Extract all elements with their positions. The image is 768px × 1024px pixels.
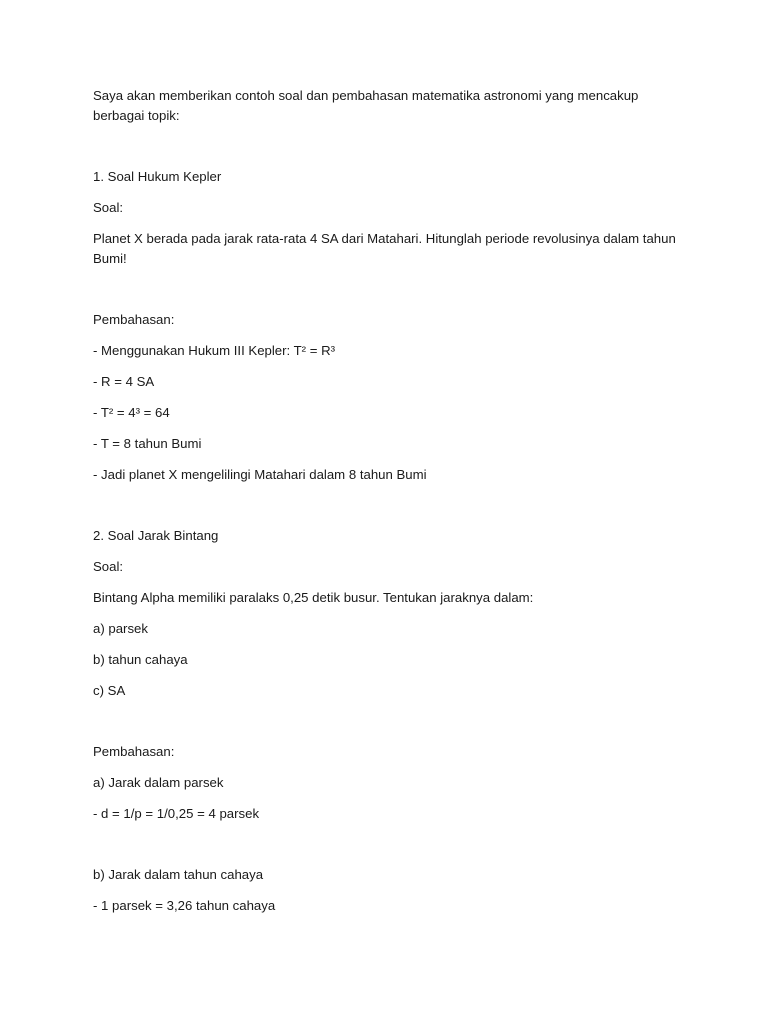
section-1-question: Planet X berada pada jarak rata-rata 4 SA dari Matahari. Hitunglah periode revolusinya dalam tahun Bumi! (93, 231, 676, 266)
section-2-heading: 2. Soal Jarak Bintang (93, 528, 219, 543)
section-2-soal-label: Soal: (93, 559, 124, 574)
section-2-question: Bintang Alpha memiliki paralaks 0,25 detik busur. Tentukan jaraknya dalam: (93, 590, 534, 605)
section-2-part-a-heading: a) Jarak dalam parsek (93, 775, 224, 790)
section-2-part-b-step: - 1 parsek = 3,26 tahun cahaya (93, 898, 276, 913)
section-1-pembahasan-label: Pembahasan: (93, 312, 175, 327)
section-2-pembahasan-label: Pembahasan: (93, 744, 175, 759)
section-1-step: - T = 8 tahun Bumi (93, 436, 202, 451)
section-2-option: c) SA (93, 683, 126, 698)
document-body (93, 86, 693, 916)
section-2-option: a) parsek (93, 621, 148, 636)
section-1-step: - Menggunakan Hukum III Kepler: T² = R³ (93, 343, 335, 358)
section-1-step: - Jadi planet X mengelilingi Matahari dalam 8 tahun Bumi (93, 467, 427, 482)
section-2-option: b) tahun cahaya (93, 652, 188, 667)
section-1-step: - T² = 4³ = 64 (93, 405, 170, 420)
section-2-part-a-step: - d = 1/p = 1/0,25 = 4 parsek (93, 806, 260, 821)
section-1-heading: 1. Soal Hukum Kepler (93, 169, 222, 184)
section-1-soal-label: Soal: (93, 200, 124, 215)
section-1-step: - R = 4 SA (93, 374, 155, 389)
section-2-part-b-heading: b) Jarak dalam tahun cahaya (93, 867, 264, 882)
intro-paragraph: Saya akan memberikan contoh soal dan pembahasan matematika astronomi yang mencakup berbagai topik: (93, 88, 639, 123)
